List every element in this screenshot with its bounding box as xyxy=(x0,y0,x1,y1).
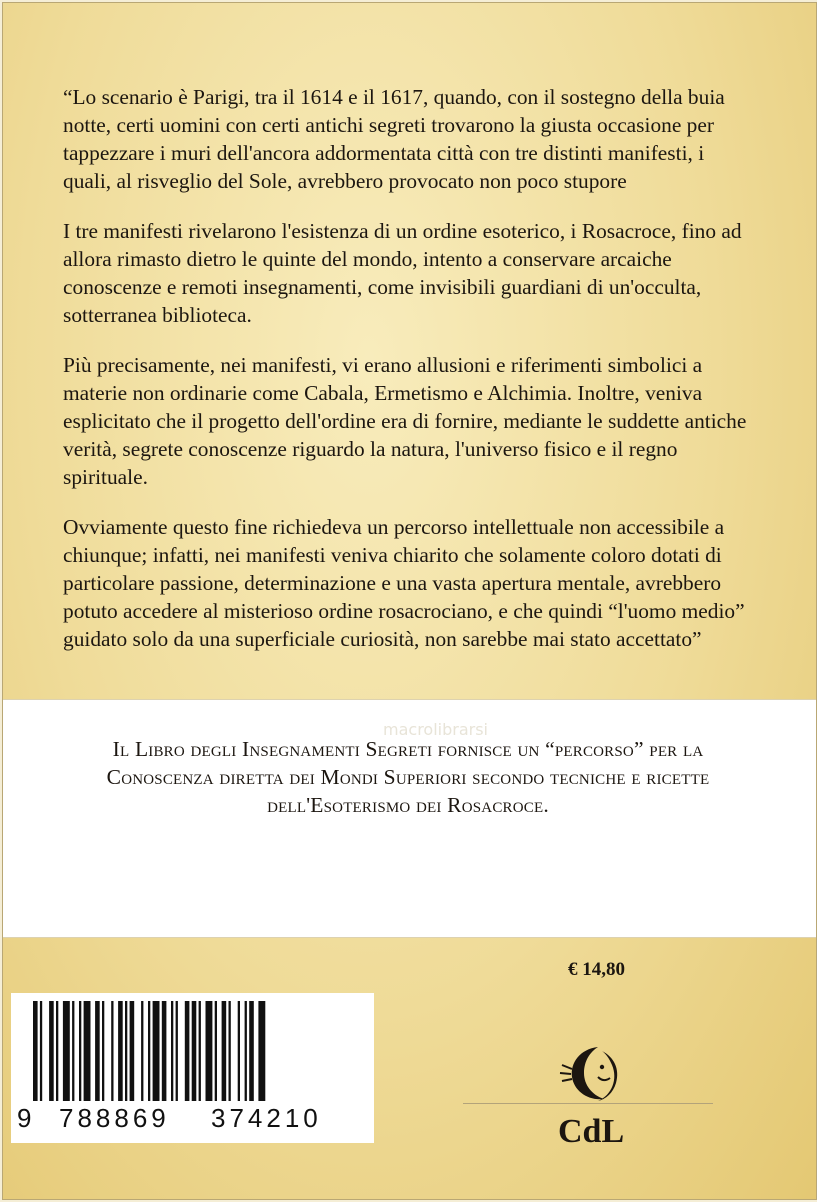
isbn-barcode xyxy=(11,993,374,1143)
barcode-bar xyxy=(111,1001,113,1101)
barcode-bar xyxy=(176,1001,178,1101)
synopsis-paragraph-4: Ovviamente questo fine richiedeva un percorso intellettuale non accessibile a chiunque; infatti, nei manifesti veniva chiarito che solamente coloro dotati di particolare passione, determinazione e una vasta apertura mentale, avrebbero potuto accedere al misterioso ordine rosacrociano, e che quindi “l'uomo medio” guidato solo da una superficiale curiosità, non sarebbe mai stato accettato” xyxy=(63,515,745,651)
barcode-bar xyxy=(238,1001,240,1101)
barcode-bar xyxy=(49,1001,54,1101)
barcode-bar xyxy=(130,1001,135,1101)
publisher-logo xyxy=(523,1043,723,1173)
watermark-text: macrolibrarsi xyxy=(383,720,488,739)
barcode-bar xyxy=(72,1001,74,1101)
barcode-bar xyxy=(118,1001,123,1101)
synopsis-paragraph-1: “Lo scenario è Parigi, tra il 1614 e il 1617, quando, con il sostegno della buia notte, certi uomini con certi antichi segreti trovarono la giusta occasione per tappezzare i muri dell'ancora addormentata città con tre distinti manifesti, i quali, al risveglio del Sole, avrebbero provocato non poco stupore xyxy=(63,85,725,193)
barcode-bar xyxy=(153,1001,160,1101)
price-label: € 14,80 xyxy=(568,959,625,980)
synopsis-text xyxy=(63,83,753,675)
barcode-bar xyxy=(249,1001,254,1101)
book-back-cover xyxy=(2,2,817,1200)
barcode-bar xyxy=(56,1001,58,1101)
barcode-bar xyxy=(162,1001,167,1101)
barcode-bar xyxy=(258,1001,265,1101)
barcode-bar xyxy=(171,1001,173,1101)
barcode-bar xyxy=(33,1001,38,1101)
barcode-bar xyxy=(185,1001,190,1101)
barcode-bars xyxy=(11,993,374,1105)
barcode-bar xyxy=(84,1001,91,1101)
barcode-bar xyxy=(222,1001,227,1101)
isbn-lead-digit: 9 xyxy=(17,1103,36,1133)
barcode-bar xyxy=(125,1001,127,1101)
synopsis-paragraph-2: I tre manifesti rivelarono l'esistenza di un ordine esoterico, i Rosacroce, fino ad allora rimasto dietro le quinte del mondo, intento a conservare arcaiche conoscenze e remoti insegnamenti, come invisibili guardiani di un'occulta, sotterranea biblioteca. xyxy=(63,219,742,327)
barcode-bar xyxy=(229,1001,231,1101)
barcode-bar xyxy=(206,1001,213,1101)
barcode-bar xyxy=(245,1001,247,1101)
barcode-bar xyxy=(199,1001,201,1101)
barcode-bar xyxy=(79,1001,81,1101)
isbn-group-2: 374210 xyxy=(211,1103,322,1133)
barcode-bar xyxy=(63,1001,70,1101)
synopsis-paragraph-3: Più precisamente, nei manifesti, vi erano allusioni e riferimenti simbolici a materie non ordinarie come Cabala, Ermetismo e Alchimia. Inoltre, veniva esplicitato che il progetto dell'ordine era di fornire, mediante le suddette antiche verità, segrete conoscenze riguardo la natura, l'universo fisico e il regno spirituale. xyxy=(63,353,747,489)
barcode-bar xyxy=(148,1001,150,1101)
publisher-logo-text: CdL xyxy=(558,1113,625,1150)
moon-logo-icon xyxy=(558,1043,628,1105)
barcode-bar xyxy=(215,1001,217,1101)
isbn-group-1: 788869 xyxy=(59,1103,170,1133)
barcode-bar xyxy=(95,1001,100,1101)
tagline-band xyxy=(3,699,816,938)
barcode-bar xyxy=(40,1001,42,1101)
barcode-bar xyxy=(141,1001,143,1101)
tagline-text: Il Libro degli Insegnamenti Segreti fornisce un “percorso” per la Conoscenza diretta dei Mondi Superiori secondo tecniche e ricette dell'Esoterismo dei Rosacroce. xyxy=(106,737,710,817)
barcode-bar xyxy=(192,1001,197,1101)
barcode-bar xyxy=(102,1001,104,1101)
